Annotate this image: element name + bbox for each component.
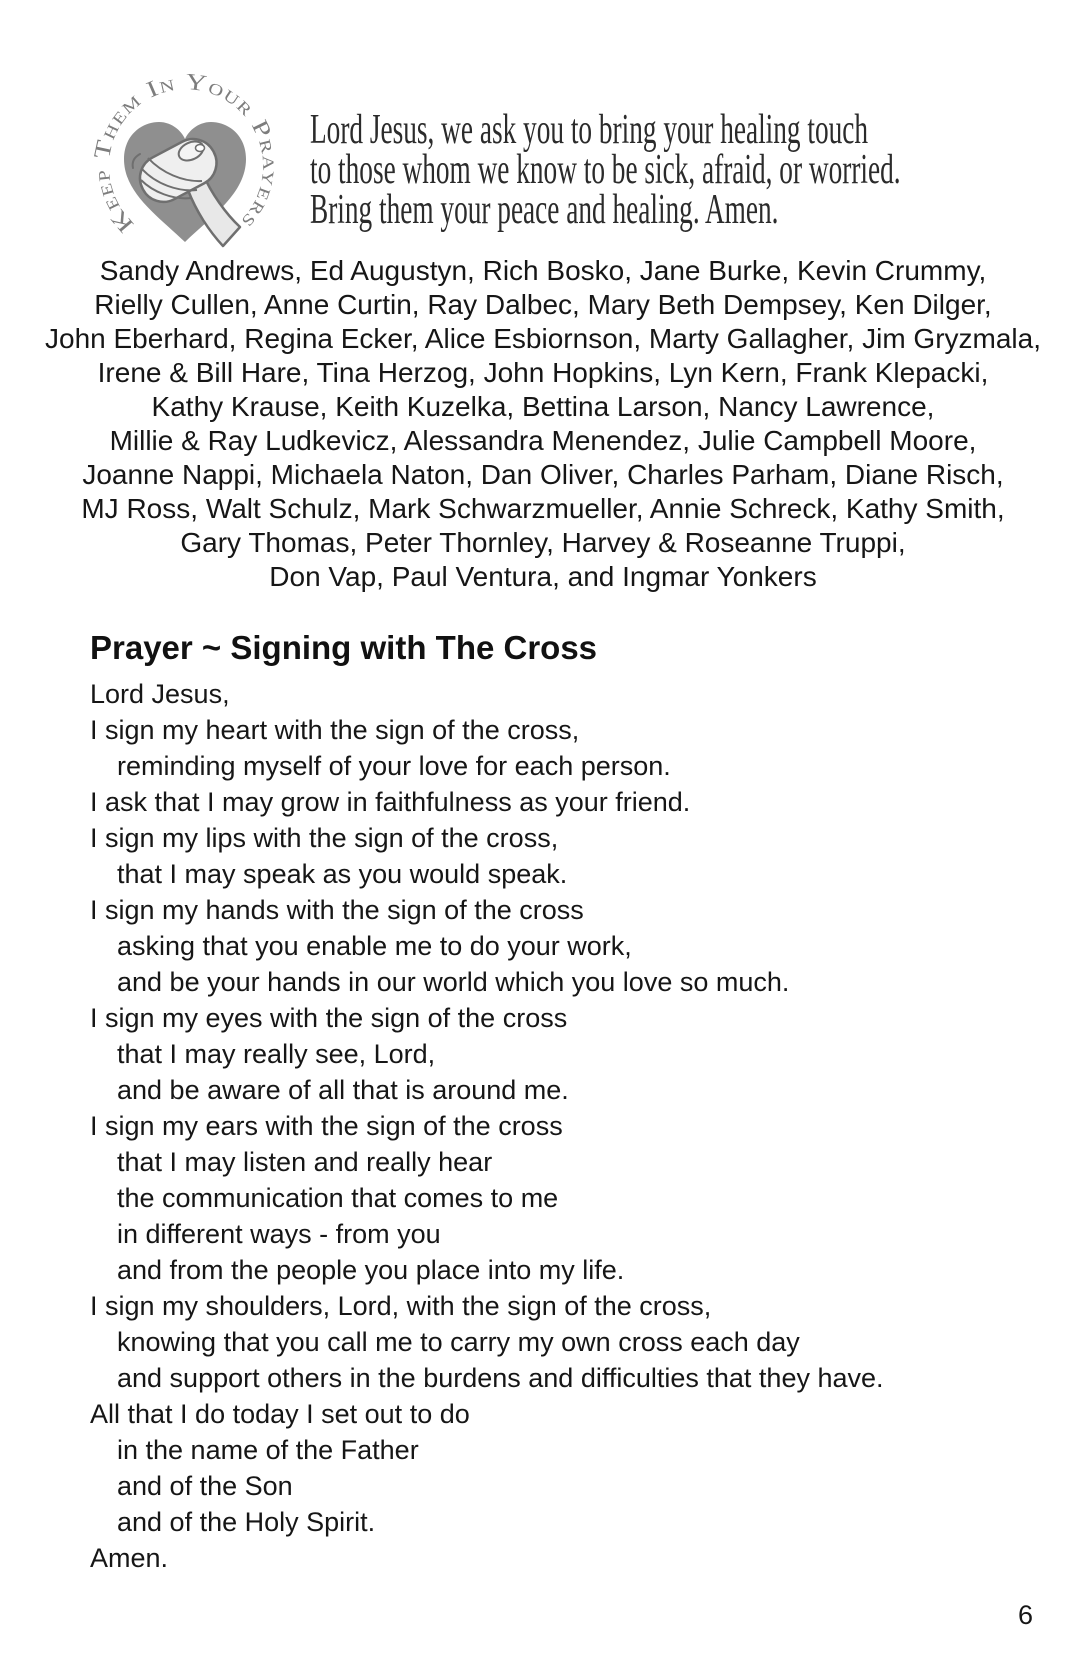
section-title: Prayer ~ Signing with The Cross	[90, 629, 598, 666]
names-line: Millie & Ray Ludkevicz, Alessandra Menendez, Julie Campbell Moore,	[109, 425, 977, 456]
prayer-line: that I may listen and really hear	[117, 1147, 493, 1177]
names-line: Rielly Cullen, Anne Curtin, Ray Dalbec, Mary Beth Dempsey, Ken Dilger,	[94, 289, 992, 320]
prayer-line: and be aware of all that is around me.	[117, 1075, 569, 1105]
prayer-line: the communication that comes to me	[117, 1183, 559, 1213]
prayer-line: and be your hands in our world which you love so much.	[117, 967, 790, 997]
prayer-line: and support others in the burdens and difficulties that they have.	[117, 1363, 884, 1393]
prayer-line: I ask that I may grow in faithfulness as your friend.	[90, 787, 691, 817]
prayer-line: and of the Son	[117, 1471, 293, 1501]
prayer-line: in the name of the Father	[117, 1435, 419, 1465]
prayer-line: I sign my eyes with the sign of the cross	[90, 1003, 568, 1033]
prayer-line: I sign my lips with the sign of the cross,	[90, 823, 559, 853]
prayer-line: I sign my hands with the sign of the cross	[90, 895, 584, 925]
prayer-line: I sign my ears with the sign of the cross	[90, 1111, 563, 1141]
prayer-line: and of the Holy Spirit.	[117, 1507, 376, 1537]
prayer-line: I sign my heart with the sign of the cross,	[90, 715, 580, 745]
healing-prayer-line: Bring them your peace and healing. Amen.	[310, 187, 779, 233]
prayer-line: All that I do today I set out to do	[90, 1399, 470, 1429]
prayer-line: knowing that you call me to carry my own cross each day	[117, 1327, 800, 1357]
prayer-line: that I may speak as you would speak.	[117, 859, 568, 889]
prayer-line: that I may really see, Lord,	[117, 1039, 436, 1069]
names-line: Joanne Nappi, Michaela Naton, Dan Oliver, Charles Parham, Diane Risch,	[82, 459, 1004, 490]
signing-prayer-body	[90, 676, 884, 1576]
prayer-line: I sign my shoulders, Lord, with the sign of the cross,	[90, 1291, 712, 1321]
logo-arc-text: Keep Them In Your Prayers	[88, 74, 284, 238]
prayer-line: reminding myself of your love for each person.	[117, 751, 671, 781]
prayer-names-list	[30, 254, 1056, 594]
healing-prayer-line: Lord Jesus, we ask you to bring your healing touch	[310, 107, 869, 153]
prayer-line: Amen.	[90, 1543, 169, 1573]
names-line: Kathy Krause, Keith Kuzelka, Bettina Larson, Nancy Lawrence,	[151, 391, 935, 422]
names-line: Gary Thomas, Peter Thornley, Harvey & Roseanne Truppi,	[180, 527, 906, 558]
names-line: John Eberhard, Regina Ecker, Alice Esbiornson, Marty Gallagher, Jim Gryzmala,	[45, 323, 1041, 354]
prayer-line: and from the people you place into my life.	[117, 1255, 625, 1285]
prayer-line: in different ways - from you	[117, 1219, 441, 1249]
names-line: Sandy Andrews, Ed Augustyn, Rich Bosko, Jane Burke, Kevin Crummy,	[99, 255, 987, 286]
names-line: Don Vap, Paul Ventura, and Ingmar Yonkers	[269, 561, 817, 592]
names-line: Irene & Bill Hare, Tina Herzog, John Hopkins, Lyn Kern, Frank Klepacki,	[97, 357, 989, 388]
names-line: MJ Ross, Walt Schulz, Mark Schwarzmueller, Annie Schreck, Kathy Smith,	[81, 493, 1005, 524]
healing-prayer-line: to those whom we know to be sick, afraid, or worried.	[310, 147, 901, 193]
prayer-line: Lord Jesus,	[90, 679, 230, 709]
keep-them-in-your-prayers-logo	[88, 74, 286, 256]
page-number: 6	[1018, 1600, 1034, 1630]
prayer-line: asking that you enable me to do your work,	[117, 931, 632, 961]
healing-prayer-quote	[310, 107, 901, 233]
